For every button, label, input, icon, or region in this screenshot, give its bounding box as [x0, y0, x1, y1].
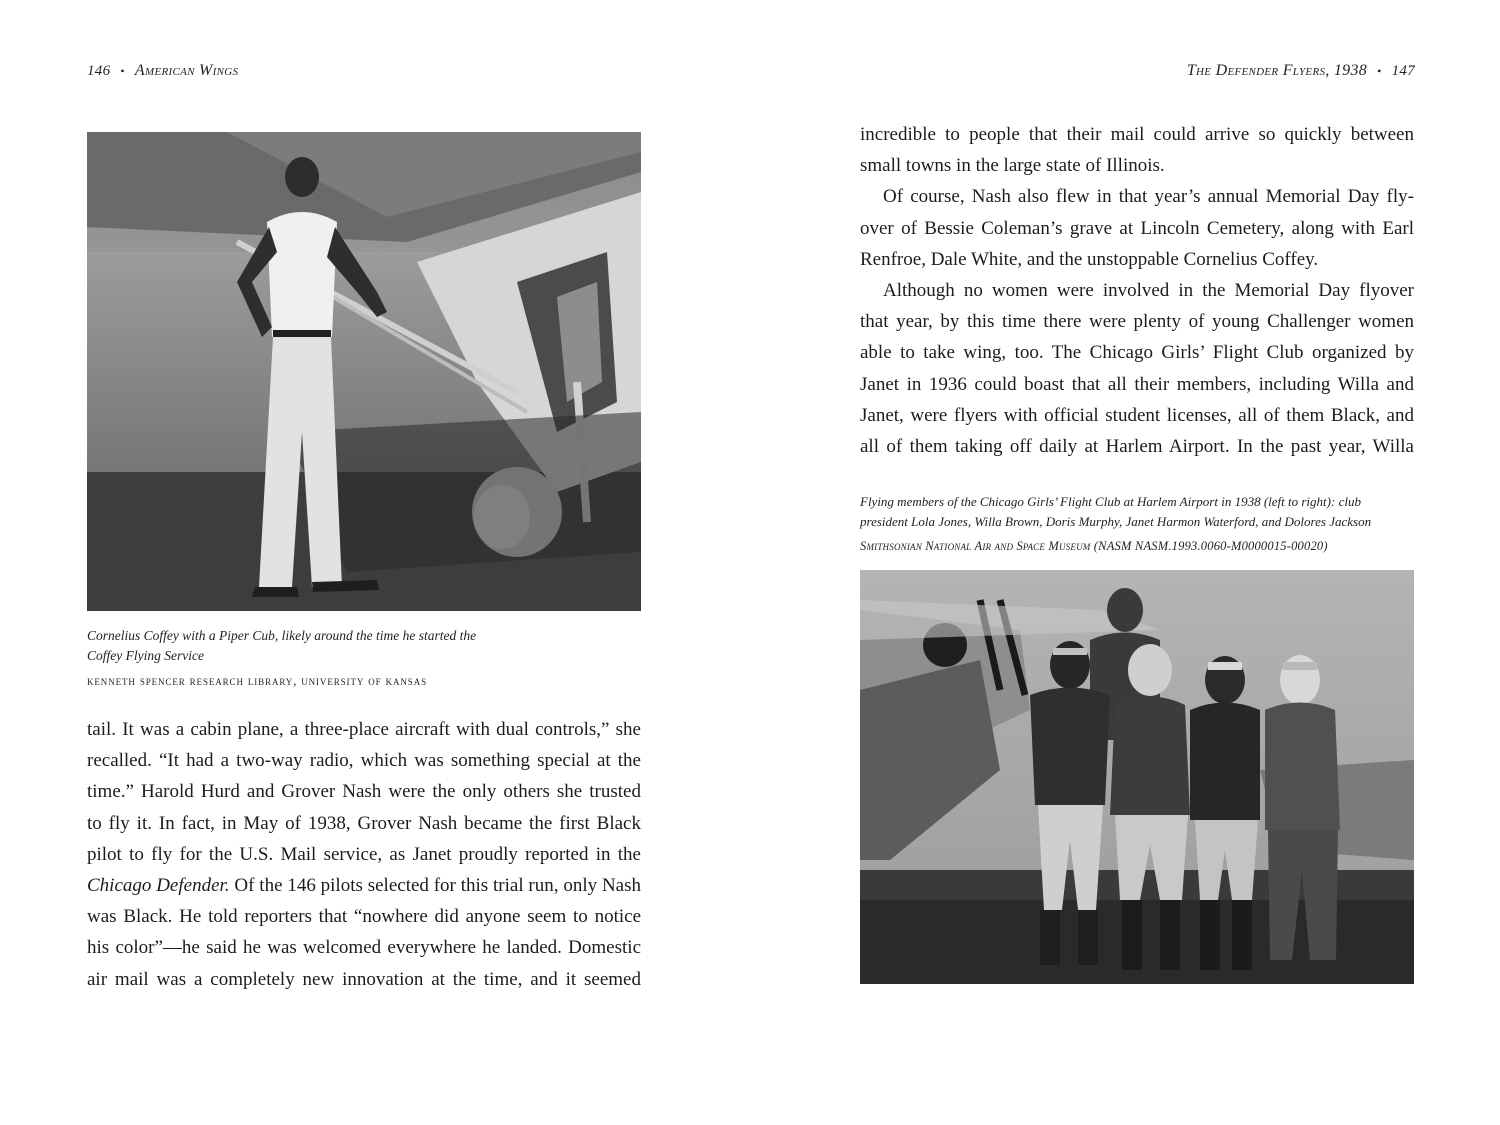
body-line-with-italic: [87, 870, 641, 901]
body-line-indented: Of course, Nash also flew in that year’s annual Memorial Day fly-: [883, 186, 1414, 208]
body-line: to fly it. In fact, in May of 1938, Grover Nash became the first Black: [87, 812, 641, 834]
bullet-separator: •: [1377, 64, 1382, 78]
body-line: over of Bessie Coleman’s grave at Lincoln Cemetery, along with Earl: [860, 217, 1414, 239]
photo-illustration: [87, 132, 641, 611]
body-line-indented: Although no women were involved in the Memorial Day flyover: [883, 279, 1414, 301]
body-line: pilot to fly for the U.S. Mail service, as Janet proudly reported in the: [87, 843, 641, 865]
body-line: time.” Harold Hurd and Grover Nash were the only others she trusted: [87, 781, 641, 803]
caption-left-line-2: Coffey Flying Service: [87, 647, 204, 663]
running-head-left: [87, 62, 238, 80]
body-line: able to take wing, too. The Chicago Girls’ Flight Club organized by: [860, 342, 1414, 364]
publication-name: Chicago Defender.: [87, 874, 230, 896]
page-number-right: 147: [1391, 63, 1415, 79]
caption-right-line-2: president Lola Jones, Willa Brown, Doris Murphy, Janet Harmon Waterford, and Dolores Jackson: [860, 514, 1372, 529]
body-line: Janet in 1936 could boast that all their members, including Willa and: [860, 373, 1414, 395]
running-head-right: [1187, 62, 1415, 80]
body-line: incredible to people that their mail could arrive so quickly between: [860, 124, 1414, 145]
book-title: American Wings: [134, 62, 239, 79]
body-line: Janet, were flyers with official student licenses, all of them Black, and: [860, 404, 1414, 426]
body-line: recalled. “It had a two-way radio, which was something special at the: [87, 750, 641, 772]
photo-credit-left: kenneth spencer research library, university of kansas: [87, 674, 428, 688]
chapter-title: The Defender Flyers, 1938: [1186, 62, 1368, 79]
photo-illustration: [860, 570, 1414, 984]
right-page: [750, 0, 1500, 1125]
caption-left-line-1: Cornelius Coffey with a Piper Cub, likely around the time he started the: [87, 628, 477, 643]
body-line: that year, by this time there were plenty of young Challenger women: [860, 311, 1414, 333]
photo-caption-left: [87, 626, 607, 665]
body-line: tail. It was a cabin plane, a three-place aircraft with dual controls,” she: [87, 719, 641, 740]
body-line-remainder: Of the 146 pilots selected for this trial run, only Nash: [234, 874, 641, 896]
caption-right-line-1: Flying members of the Chicago Girls’ Flight Club at Harlem Airport in 1938 (left to right): club: [860, 494, 1361, 509]
man-with-piper-cub-photo: [87, 132, 641, 611]
body-text-left: [87, 714, 641, 995]
flight-club-women-photo: [860, 570, 1414, 984]
page-number-left: 146: [87, 63, 111, 79]
body-line: small towns in the large state of Illinois.: [860, 155, 1165, 177]
body-line: Renfroe, Dale White, and the unstoppable Cornelius Coffey.: [860, 248, 1319, 270]
body-line: his color”—he said he was welcomed everywhere he landed. Domestic: [87, 937, 641, 959]
bullet-separator: •: [120, 64, 125, 78]
body-line: air mail was a completely new innovation at the time, and it seemed: [87, 968, 641, 990]
body-line: all of them taking off daily at Harlem Airport. In the past year, Willa: [860, 435, 1414, 457]
photo-credit-right: Smithsonian National Air and Space Museum (NASM NASM.1993.0060-M0000015-00020): [860, 539, 1328, 553]
body-text-right: [860, 119, 1414, 462]
body-line: was Black. He told reporters that “nowhere did anyone seem to notice: [87, 906, 641, 928]
photo-caption-right: [860, 492, 1420, 532]
